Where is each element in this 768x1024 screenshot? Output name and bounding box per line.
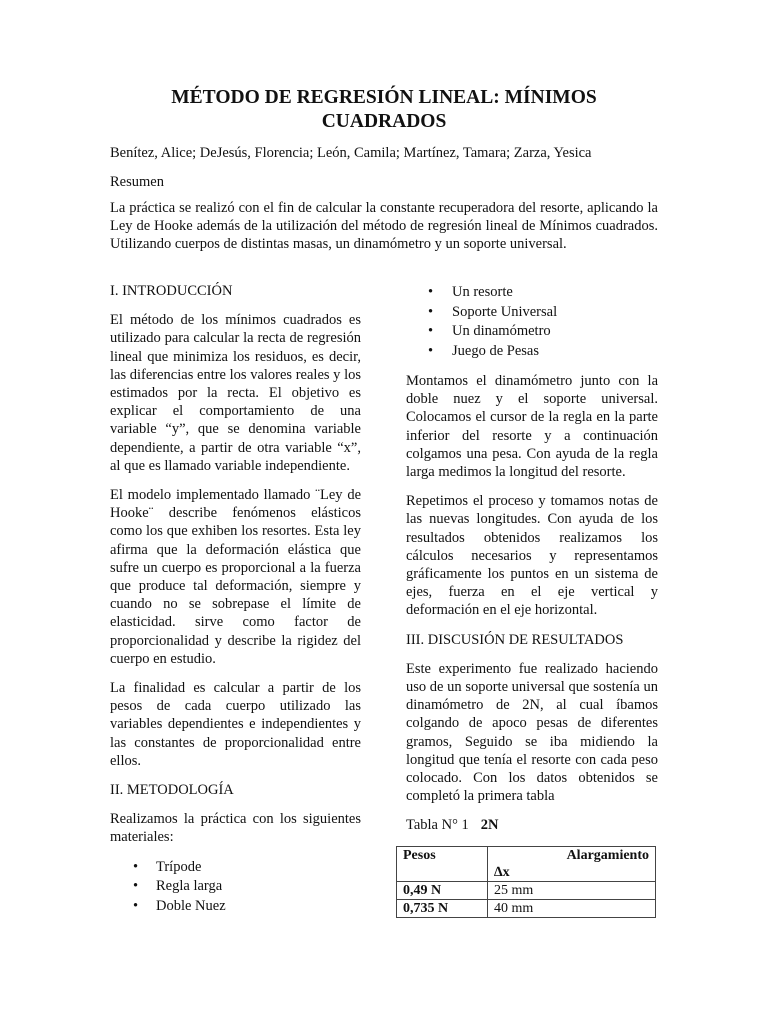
list-item: • Un resorte bbox=[406, 283, 658, 303]
table-caption bbox=[406, 816, 658, 834]
table-header-pesos: Pesos bbox=[397, 846, 488, 881]
intro-paragraph-2: El modelo implementado llamado ¨Ley de Hooke¨ describe fenómenos elásticos como los que exhiben los resortes. Esta ley afirma que la deformación elástica que sufre un cuerpo es proporcional a la fuerza que produce tal deformación, siempre y cuando no se sobrepase el límite de elasticidad. sirve como factor de proporcionalidad y describe la rigidez del cuerpo en estudio. bbox=[110, 487, 361, 667]
materials-list-2 bbox=[406, 283, 658, 361]
results-paragraph-1: Este experimento fue realizado haciendo uso de un soporte universal que sostenía un dinamómetro de 2N, al cual íbamos colgando de apoco pesas de diferentes gramos, Seguido se iba midiendo la longitud que tenía el resorte con cada peso colocado. Con los datos obtenidos se completó la primera tabla bbox=[406, 660, 658, 805]
table-row bbox=[397, 881, 656, 899]
left-column bbox=[110, 282, 361, 927]
list-item: • Trípode bbox=[110, 858, 361, 878]
methodology-paragraph-1: Realizamos la práctica con los siguientes materiales: bbox=[110, 811, 361, 846]
table-caption-label: Tabla N° 1 bbox=[406, 817, 469, 834]
data-table bbox=[396, 846, 656, 918]
intro-paragraph-3: La finalidad es calcular a partir de los pesos de cada cuerpo utilizado las variables dependientes e independientes y las constantes de proporcionalidad entre ellos. bbox=[110, 680, 361, 769]
introduction-heading: I. INTRODUCCIÓN bbox=[110, 283, 233, 299]
table-header-alargamiento bbox=[488, 846, 656, 881]
list-item: • Regla larga bbox=[110, 877, 361, 897]
methodology-heading: II. METODOLOGÍA bbox=[110, 782, 234, 799]
list-item: • Juego de Pesas bbox=[406, 342, 658, 362]
results-heading: III. DISCUSIÓN DE RESULTADOS bbox=[406, 631, 624, 648]
list-item: • Un dinamómetro bbox=[406, 322, 658, 342]
table-caption-force: 2N bbox=[480, 817, 499, 834]
table-row bbox=[397, 899, 656, 917]
right-column bbox=[403, 283, 658, 918]
alargamiento-label: Alargamiento bbox=[566, 847, 649, 863]
methodology-paragraph-3: Repetimos el proceso y tomamos notas de las nuevas longitudes. Con ayuda de los resultados obtenidos realizamos los cálculos necesarios y representamos gráficamente los puntos en un sistema de ejes, fuerza en el eje vertical y deformación en el eje horizontal. bbox=[406, 493, 658, 619]
intro-paragraph-1: El método de los mínimos cuadrados es utilizado para calcular la recta de regresión lineal que minimiza los residuos, es decir, las diferencias entre los valores reales y los estimados por la recta. El objetivo es explicar el comportamiento de una variable “y”, que se denomina variable dependiente, a partir de otra variable “x”, al que es llamado variable independiente. bbox=[110, 312, 361, 474]
abstract-text: La práctica se realizó con el fin de calcular la constante recuperadora del resorte, aplicando la Ley de Hooke además de la utilización del método de regresión lineal de Mínimos cuadrados. Utilizando cuerpos de distintas masas, un dinamómetro y un soporte universal. bbox=[110, 200, 658, 252]
paper-title: MÉTODO DE REGRESIÓN LINEAL: MÍNIMOS CUADRADOS bbox=[171, 87, 597, 132]
peso-cell: 0,49 N bbox=[397, 881, 488, 899]
list-item: • Doble Nuez bbox=[110, 897, 361, 917]
abstract-heading: Resumen bbox=[110, 174, 164, 190]
peso-cell: 0,735 N bbox=[397, 899, 488, 917]
list-item: • Soporte Universal bbox=[406, 303, 658, 323]
table-header-row bbox=[397, 846, 656, 881]
methodology-paragraph-2: Montamos el dinamómetro junto con la doble nuez y el soporte universal. Colocamos el cursor de la regla en la parte inferior del resorte y a continuación colgamos una pesa. Con ayuda de la regla larga medimos la longitud del resorte. bbox=[406, 373, 658, 481]
alargamiento-cell: 25 mm bbox=[488, 881, 656, 899]
alargamiento-cell: 40 mm bbox=[488, 899, 656, 917]
materials-list-1 bbox=[110, 858, 361, 917]
author-list: Benítez, Alice; DeJesús, Florencia; León, Camila; Martínez, Tamara; Zarza, Yesica bbox=[110, 145, 592, 161]
delta-x-label: ∆x bbox=[494, 864, 510, 880]
